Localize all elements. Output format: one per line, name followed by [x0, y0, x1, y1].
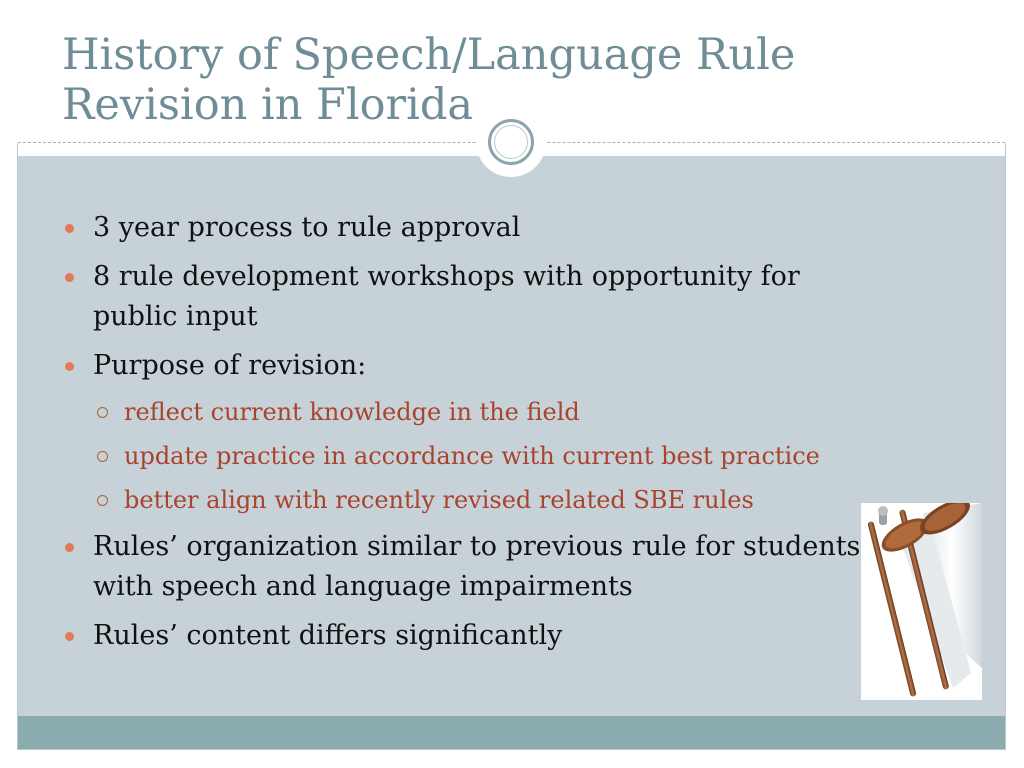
bullet-dot-icon — [65, 273, 74, 282]
sub-bullet-item — [93, 482, 882, 518]
sub-bullet-list — [93, 394, 882, 518]
bullet-text: 8 rule development workshops with opportunity for public input — [93, 261, 800, 332]
footer-band — [18, 716, 1005, 749]
ring-bullet-icon — [97, 407, 108, 418]
bullet-item — [62, 346, 882, 518]
slide-title: History of Speech/Language Rule Revision in Florida — [62, 30, 796, 130]
ring-bullet-icon — [97, 451, 108, 462]
scroll-svg — [861, 503, 982, 700]
sub-bullet-item — [93, 394, 882, 430]
sub-bullet-item — [93, 438, 882, 474]
bullet-text: Rules’ organization similar to previous rule for students with speech and language impairments — [93, 531, 861, 602]
bullet-item — [62, 616, 882, 656]
bullet-list — [62, 208, 882, 665]
sub-bullet-text: update practice in accordance with current best practice — [124, 442, 820, 470]
sub-bullet-text: better align with recently revised related SBE rules — [124, 486, 754, 514]
ornament-ring — [488, 119, 534, 165]
bullet-dot-icon — [65, 632, 74, 641]
bullet-dot-icon — [65, 224, 74, 233]
sub-bullet-text: reflect current knowledge in the field — [124, 398, 580, 426]
bullet-dot-icon — [65, 543, 74, 552]
ring-bullet-icon — [97, 495, 108, 506]
bullet-item — [62, 527, 882, 607]
scroll-illustration-icon — [861, 503, 982, 700]
bullet-text: Rules’ content differs significantly — [93, 620, 563, 651]
bullet-item — [62, 257, 882, 337]
bullet-item — [62, 208, 882, 248]
circle-ornament-icon — [476, 107, 546, 177]
bullet-text: Purpose of revision: — [93, 350, 367, 381]
bullet-text: 3 year process to rule approval — [93, 212, 521, 243]
bullet-dot-icon — [65, 362, 74, 371]
